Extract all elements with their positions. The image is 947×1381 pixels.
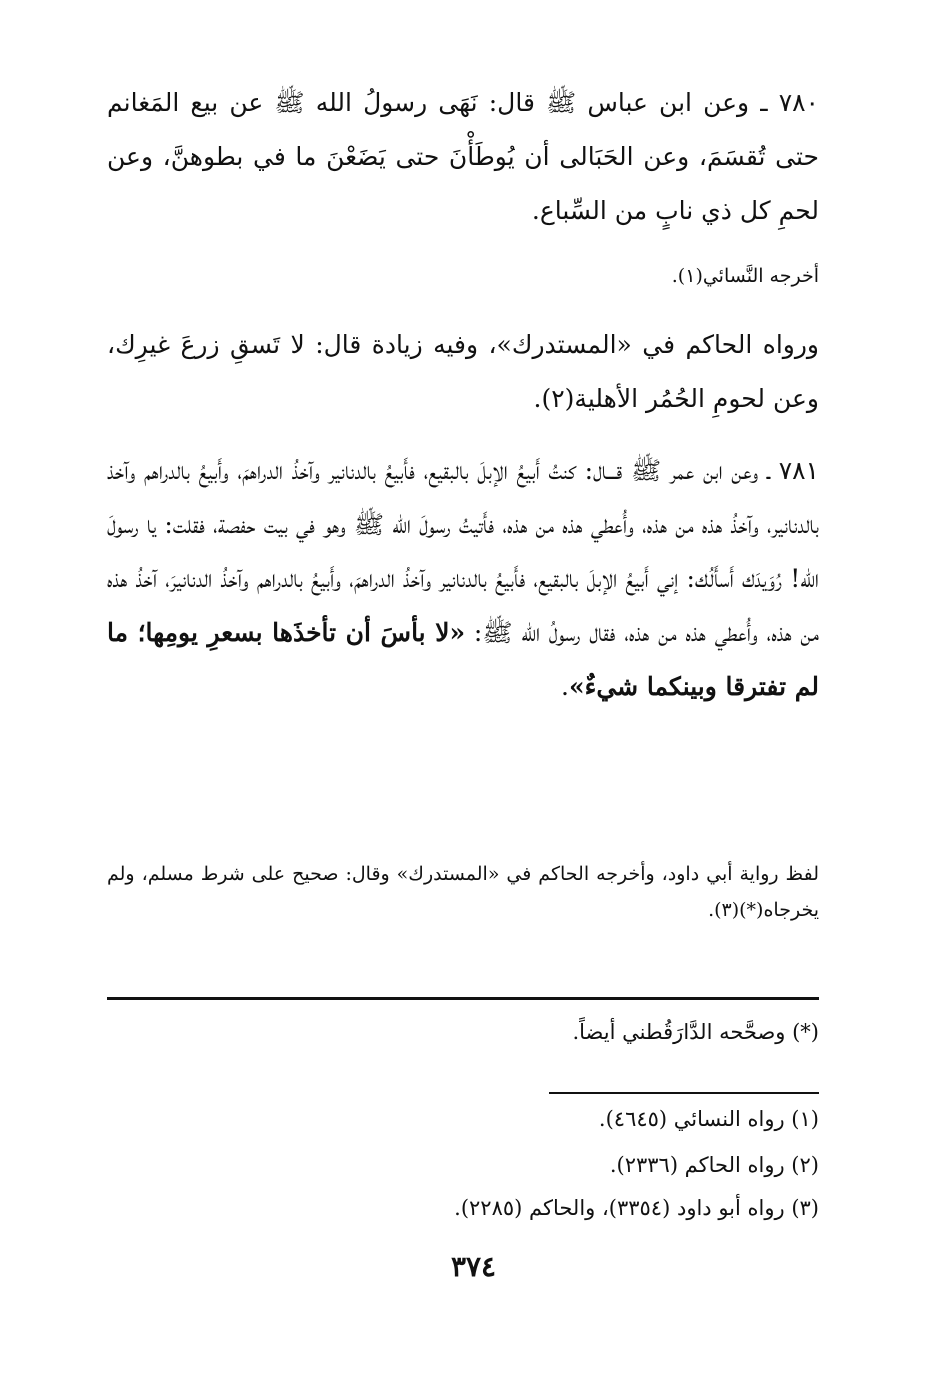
star-note: (*) وصحَّحه الدَّارَقُطني أيضاً. <box>572 1020 819 1044</box>
page-number: ٣٧٤ <box>450 1250 497 1283</box>
footnote-separator-short <box>549 1092 819 1094</box>
hadith-781-source: لفظ رواية أبي داود، وأخرجه الحاكم في «المستدرك» وقال: صحيح على شرط مسلم، ولم يخرجاه(*)(٣). <box>107 863 819 921</box>
footnote-3: (٣) رواه أبو داود (٣٣٥٤)، والحاكم (٢٢٨٥). <box>454 1196 819 1220</box>
hadith-781-text <box>107 444 819 714</box>
hadith-781-text-end: . <box>561 672 569 701</box>
footnote-2: (٢) رواه الحاكم (٢٣٣٦). <box>609 1153 819 1177</box>
hadith-780-text: ٧٨٠ ـ وعن ابن عباس ﷺ قال: نَهَى رسولُ الله ﷺ عن بيع المَغانم حتى تُقسَمَ، وعن الحَبَالى أن يُوطَأْنَ حتى يَضَعْنَ ما في بطوهنَّ، وعن لحمِ كل ذي نابٍ من السِّباع. <box>107 88 819 225</box>
hadith-780-source-nasai: أخرجه النَّسائي(١). <box>671 265 819 287</box>
hadith-780-source-hakim: ورواه الحاكم في «المستدرك»، وفيه زيادة قال: لا تَسقِ زرعَ غيرِك، وعن لحومِ الحُمُر الأهلية(٢). <box>107 330 819 413</box>
footnote-separator-long <box>107 997 819 1000</box>
footnote-1: (١) رواه النسائي (٤٦٤٥). <box>598 1107 819 1131</box>
hadith-781-prophet-saying: «لا بأسَ أن تأخذَها بسعرِ يومِها؛ ما لم تفترقا وبينكما شيءٌ» <box>107 618 819 701</box>
hadith-781-text-start: ٧٨١ ـ وعن ابن عمر ﷺ قـــال: كنتُ أَبيعُ الإبلَ بالبقيع، فأَبيعُ بالدنانير وآخذُ الدراهمَ، وأَبيعُ بالدراهم وآخذ بالدنانير، وآخذُ هذه من هذه، وأُعطي هذه من هذه، فأَتيتُ رسولَ الله ﷺ وهو في بيت حفصة، فقلت: يا رسولَ الله! رُوَيدَك أَسأَلُك: إني أَبيعُ الإبلَ بالبقيع، فأَبيعُ بالدنانير وآخذُ الدراهمَ، وأَبيعُ بالدراهم وآخذُ الدنانيرَ، آخذُ هذه من هذه، وأُعطي هذه من هذه، فقال رسولُ الله ﷺ: <box>107 456 819 647</box>
